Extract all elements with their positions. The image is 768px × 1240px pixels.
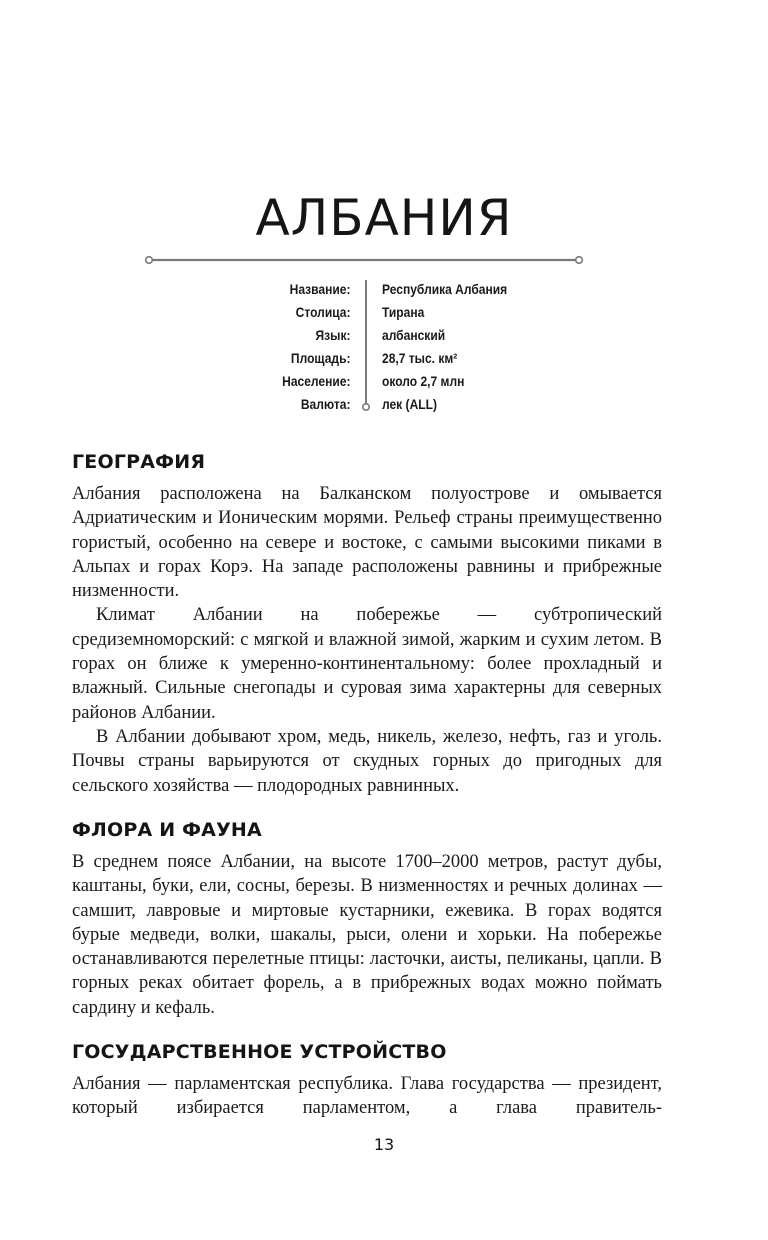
paragraph: Климат Албании на побережье — субтропический средиземноморский: с мягкой и влажной зимой, жарким и сухим летом. В горах он ближе к умеренно-континентальному: более прохладный и влажный. Сильные снегопады и суровая зима характерны для северных районов Албании. [72, 605, 662, 723]
facts-values [382, 278, 507, 416]
country-facts-table [150, 278, 600, 412]
facts-divider [361, 280, 371, 412]
fact-value-capital: Тирана [382, 304, 425, 320]
fact-value-name: Республика Албания [382, 281, 508, 297]
fact-value-language: албанский [382, 327, 446, 343]
fact-label-name: Название: [289, 281, 350, 297]
title-divider [144, 255, 584, 265]
fact-value-area: 28,7 тыс. км² [382, 350, 458, 366]
section-body-geography [72, 482, 662, 798]
page-number: 13 [373, 1135, 395, 1154]
fact-label-capital: Столица: [295, 304, 350, 320]
fact-label-currency: Валюта: [300, 396, 350, 412]
fact-value-population: около 2,7 млн [382, 373, 465, 389]
fact-label-area: Площадь: [290, 350, 350, 366]
paragraph: Албания расположена на Балканском полуострове и омывается Адриатическим и Ионическим морями. Рельеф страны преимущественно гористый, особенно на севере и востоке, с самыми высокими пиками в Альпах и горах Корэ. На западе расположены равнины и прибрежные низменности. [72, 484, 662, 602]
section-body-government [72, 1072, 662, 1121]
paragraph: В среднем поясе Албании, на высоте 1700–2000 метров, растут дубы, каштаны, буки, ели, сосны, березы. В низменностях и речных долинах — самшит, лавровые и миртовые кустарники, ежевика. В горах водятся бурые медведи, волки, шакалы, рыси, олени и хорьки. На побережье останавливаются перелетные птицы: ласточки, аисты, пеликаны, цапли. В горных реках обитает форель, а в прибрежных водах можно поймать сардину и кефаль. [72, 852, 662, 1018]
paragraph: В Албании добывают хром, медь, никель, железо, нефть, газ и уголь. Почвы страны варьируются от скудных горных до пригодных для сельского хозяйства — плодородных равнинных. [72, 726, 662, 796]
section-body-flora-fauna [72, 850, 662, 1020]
section-heading-government: ГОСУДАРСТВЕННОЕ УСТРОЙСТВО [72, 1041, 447, 1063]
fact-label-population: Население: [281, 373, 350, 389]
section-heading-geography: ГЕОГРАФИЯ [72, 451, 206, 473]
fact-label-language: Язык: [315, 327, 350, 343]
facts-labels [282, 278, 350, 416]
page-title: АЛБАНИЯ [255, 189, 513, 247]
fact-value-currency: лек (ALL) [382, 396, 437, 412]
section-heading-flora-fauna: ФЛОРА И ФАУНА [72, 819, 262, 841]
paragraph: Албания — парламентская республика. Глава государства — президент, который избирается парламентом, а глава правитель- [72, 1074, 662, 1119]
